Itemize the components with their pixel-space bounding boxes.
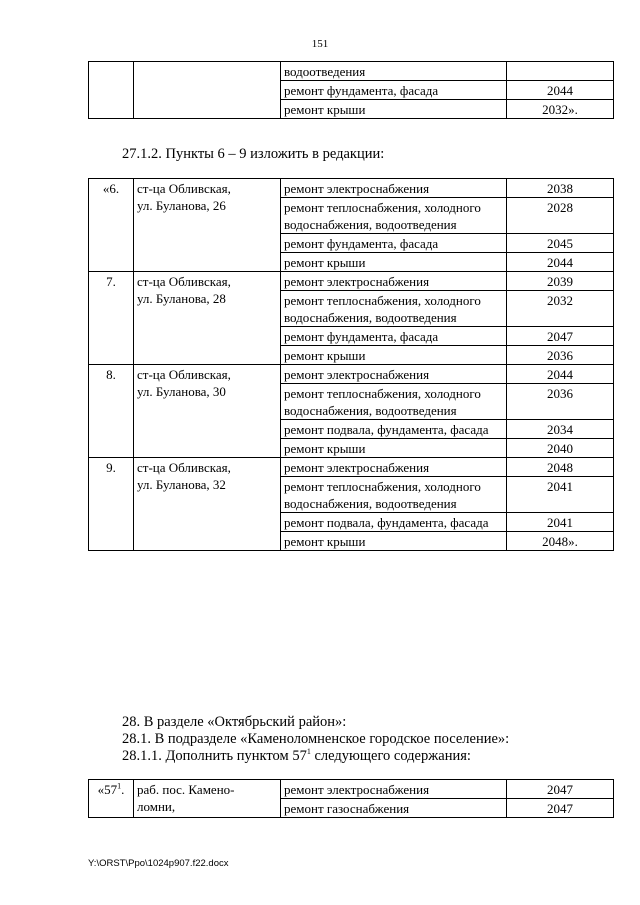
continued-table xyxy=(88,61,614,119)
work-cell: ремонт подвала, фундамента, фасада xyxy=(281,420,507,439)
item-number xyxy=(89,780,134,818)
work-cell: ремонт теплоснабжения, холодного водоснабжения, водоотведения xyxy=(281,291,507,327)
year-cell: 2028 xyxy=(507,198,614,234)
work-cell: ремонт крыши xyxy=(281,532,507,551)
year-cell: 2047 xyxy=(507,780,614,799)
address-cell xyxy=(134,458,281,551)
work-cell: ремонт теплоснабжения, холодного водоснабжения, водоотведения xyxy=(281,384,507,420)
work-cell: водоотведения xyxy=(281,62,507,81)
paragraph-28: 28. В разделе «Октябрьский район»: xyxy=(122,714,347,730)
file-path-footer: Y:\ORST\Ppo\1024p907.f22.docx xyxy=(88,858,229,869)
year-cell: 2036 xyxy=(507,384,614,420)
item-number-text: «57 xyxy=(97,782,118,797)
year-cell: 2034 xyxy=(507,420,614,439)
work-cell: ремонт электроснабжения xyxy=(281,365,507,384)
year-cell: 2036 xyxy=(507,346,614,365)
year-cell: 2044 xyxy=(507,81,614,100)
paragraph-28-1: 28.1. В подразделе «Каменоломненское городское поселение»: xyxy=(122,731,510,747)
work-cell: ремонт крыши xyxy=(281,346,507,365)
address-cell xyxy=(134,179,281,272)
superscript: 1 xyxy=(306,747,311,757)
paragraph-28-1-1 xyxy=(122,747,471,765)
work-cell: ремонт крыши xyxy=(281,253,507,272)
year-cell: 2041 xyxy=(507,513,614,532)
year-cell: 2039 xyxy=(507,272,614,291)
year-cell: 2044 xyxy=(507,365,614,384)
address-line: ст-ца Обливская, xyxy=(137,367,231,382)
address-line: ст-ца Обливская, xyxy=(137,460,231,475)
number-cell xyxy=(89,62,134,119)
year-cell xyxy=(507,62,614,81)
address-line: ул. Буланова, 30 xyxy=(137,384,226,399)
paragraph-text: 28.1.1. Дополнить пунктом 57 xyxy=(122,748,307,764)
address-cell xyxy=(134,272,281,365)
work-cell: ремонт электроснабжения xyxy=(281,780,507,799)
address-line: ул. Буланова, 28 xyxy=(137,291,226,306)
year-cell: 2041 xyxy=(507,477,614,513)
address-line: ломни, xyxy=(137,799,176,814)
address-line: раб. пос. Камено- xyxy=(137,782,235,797)
paragraph-27-1-2: 27.1.2. Пункты 6 – 9 изложить в редакции: xyxy=(122,146,385,162)
work-cell: ремонт подвала, фундамента, фасада xyxy=(281,513,507,532)
year-cell: 2047 xyxy=(507,799,614,818)
year-cell: 2047 xyxy=(507,327,614,346)
work-cell: ремонт газоснабжения xyxy=(281,799,507,818)
work-cell: ремонт теплоснабжения, холодного водоснабжения, водоотведения xyxy=(281,477,507,513)
main-table xyxy=(88,178,614,551)
address-line: ул. Буланова, 32 xyxy=(137,477,226,492)
addition-table xyxy=(88,779,614,818)
paragraph-text: следующего содержания: xyxy=(310,748,471,764)
item-number: 9. xyxy=(89,458,134,551)
work-cell: ремонт теплоснабжения, холодного водоснабжения, водоотведения xyxy=(281,198,507,234)
year-cell: 2038 xyxy=(507,179,614,198)
work-cell: ремонт электроснабжения xyxy=(281,458,507,477)
address-line: ст-ца Обливская, xyxy=(137,181,231,196)
address-cell xyxy=(134,62,281,119)
year-cell: 2048 xyxy=(507,458,614,477)
address-cell xyxy=(134,365,281,458)
table-row xyxy=(89,780,614,799)
work-cell: ремонт электроснабжения xyxy=(281,179,507,198)
item-number: 7. xyxy=(89,272,134,365)
table-row xyxy=(89,62,614,81)
work-cell: ремонт фундамента, фасада xyxy=(281,327,507,346)
year-cell: 2032». xyxy=(507,100,614,119)
table-row xyxy=(89,272,614,291)
year-cell: 2044 xyxy=(507,253,614,272)
superscript: 1 xyxy=(117,781,122,791)
year-cell: 2048». xyxy=(507,532,614,551)
year-cell: 2045 xyxy=(507,234,614,253)
item-number: «6. xyxy=(89,179,134,272)
work-cell: ремонт фундамента, фасада xyxy=(281,81,507,100)
table-row xyxy=(89,365,614,384)
table-row xyxy=(89,458,614,477)
page-number: 151 xyxy=(311,38,329,50)
address-line: ст-ца Обливская, xyxy=(137,274,231,289)
work-cell: ремонт крыши xyxy=(281,100,507,119)
address-cell xyxy=(134,780,281,818)
address-line: ул. Буланова, 26 xyxy=(137,198,226,213)
work-cell: ремонт фундамента, фасада xyxy=(281,234,507,253)
year-cell: 2040 xyxy=(507,439,614,458)
work-cell: ремонт крыши xyxy=(281,439,507,458)
year-cell: 2032 xyxy=(507,291,614,327)
work-cell: ремонт электроснабжения xyxy=(281,272,507,291)
item-number: 8. xyxy=(89,365,134,458)
item-number-dot: . xyxy=(121,782,125,797)
table-row xyxy=(89,179,614,198)
